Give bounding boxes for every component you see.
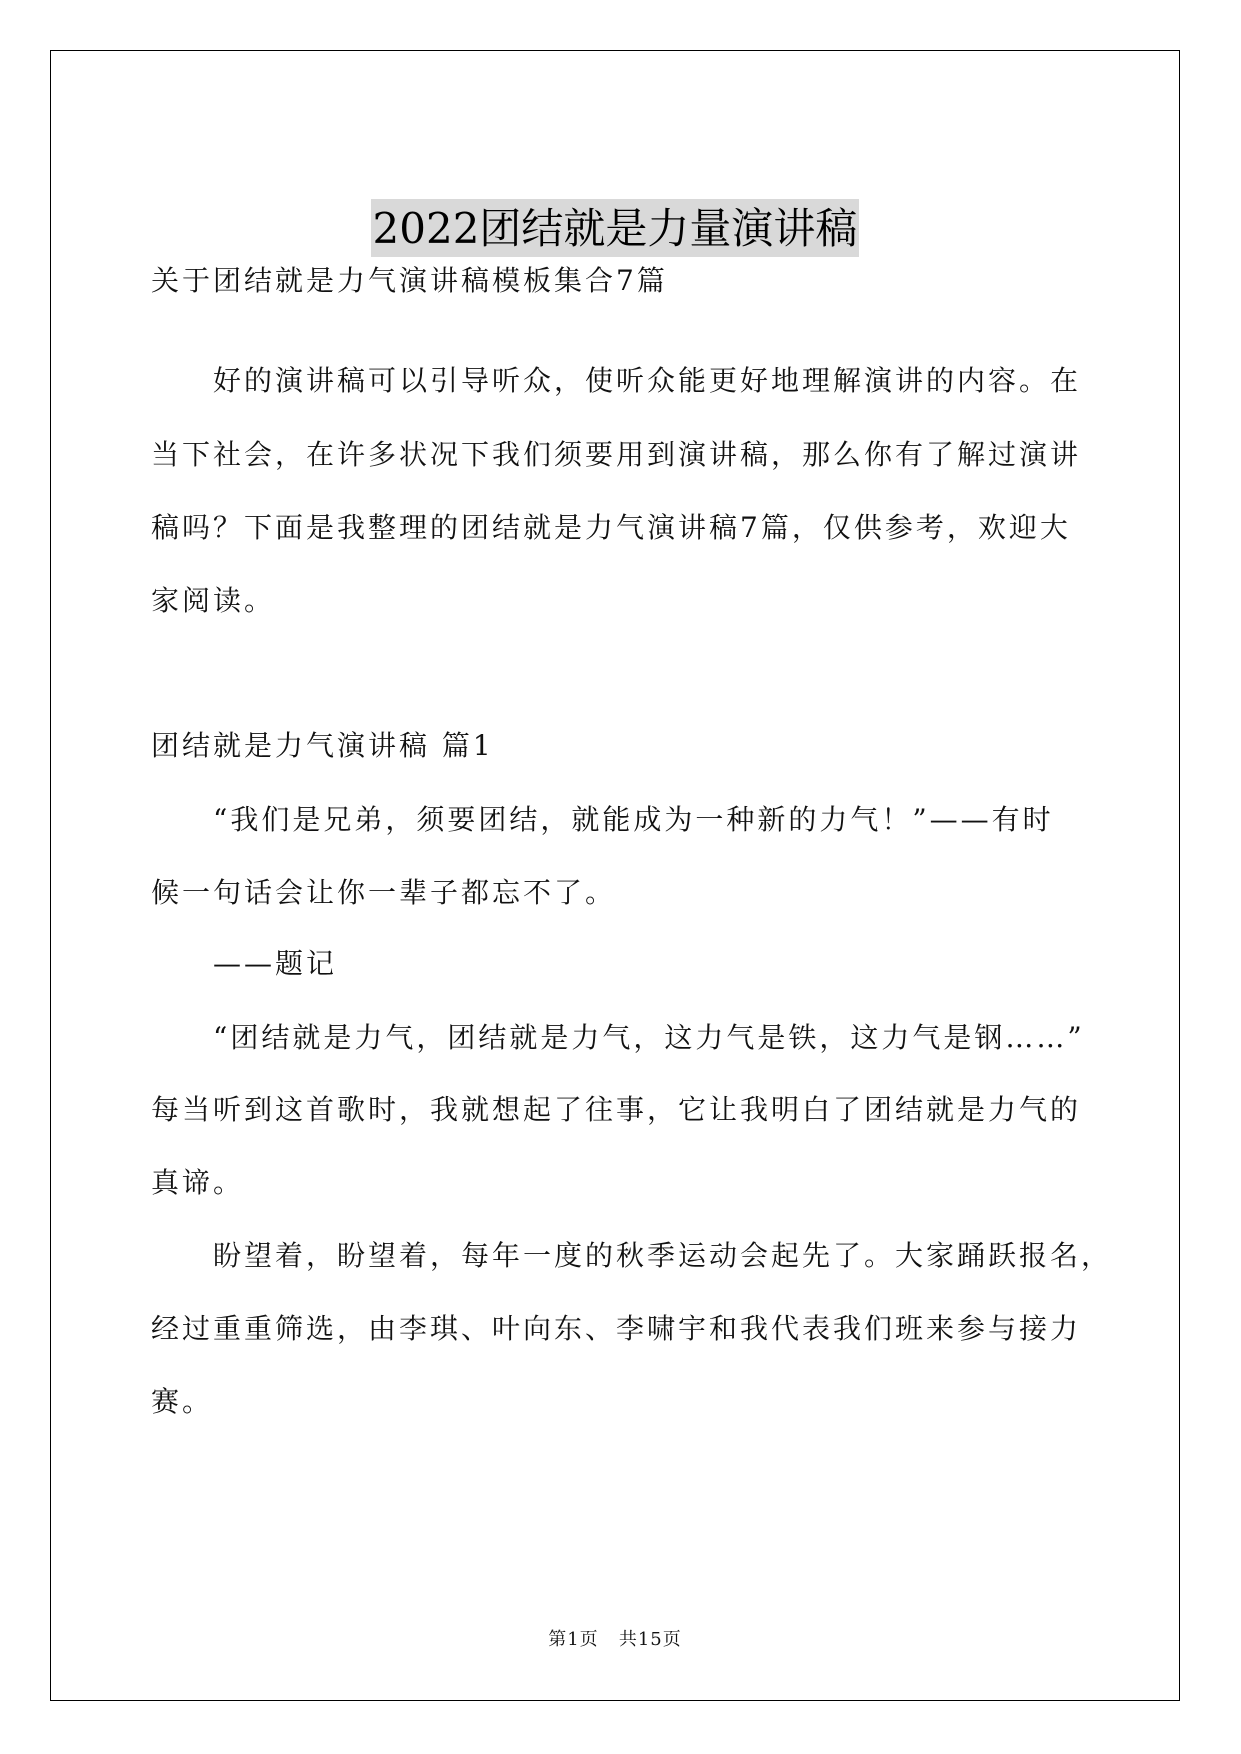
title-container [51,199,1179,257]
paragraph-line: 赛。 [151,1385,214,1418]
paragraph-line: “团结就是力气，团结就是力气，这力气是铁，这力气是钢……” [213,1021,1085,1054]
page-total: 共15页 [618,1629,682,1650]
document-page [50,50,1180,1701]
paragraph-line: 好的演讲稿可以引导听众，使听众能更好地理解演讲的内容。在 [213,364,1082,397]
paragraph-line: 每当听到这首歌时，我就想起了往事，它让我明白了团结就是力气的 [151,1093,1082,1126]
section-heading: 团结就是力气演讲稿 篇1 [151,729,494,762]
paragraph-line: “我们是兄弟，须要团结，就能成为一种新的力气！”——有时 [213,803,1054,836]
paragraph-line: 当下社会，在许多状况下我们须要用到演讲稿，那么你有了解过演讲 [151,438,1082,471]
paragraph-line: 家阅读。 [151,584,276,617]
paragraph-line: 真谛。 [151,1166,245,1199]
paragraph-line: 稿吗？下面是我整理的团结就是力气演讲稿7篇，仅供参考，欢迎大 [151,511,1071,544]
paragraph-line: 经过重重筛选，由李琪、叶向东、李啸宇和我代表我们班来参与接力 [151,1312,1082,1345]
epigraph-attribution: ——题记 [213,947,338,980]
page-number: 第1页 [548,1629,599,1650]
page-footer [51,1625,1179,1651]
document-subtitle: 关于团结就是力气演讲稿模板集合7篇 [151,264,668,297]
paragraph-line: 盼望着，盼望着，每年一度的秋季运动会起先了。大家踊跃报名， [213,1239,1113,1272]
paragraph-line: 候一句话会让你一辈子都忘不了。 [151,876,617,909]
document-title: 2022团结就是力量演讲稿 [371,199,860,257]
